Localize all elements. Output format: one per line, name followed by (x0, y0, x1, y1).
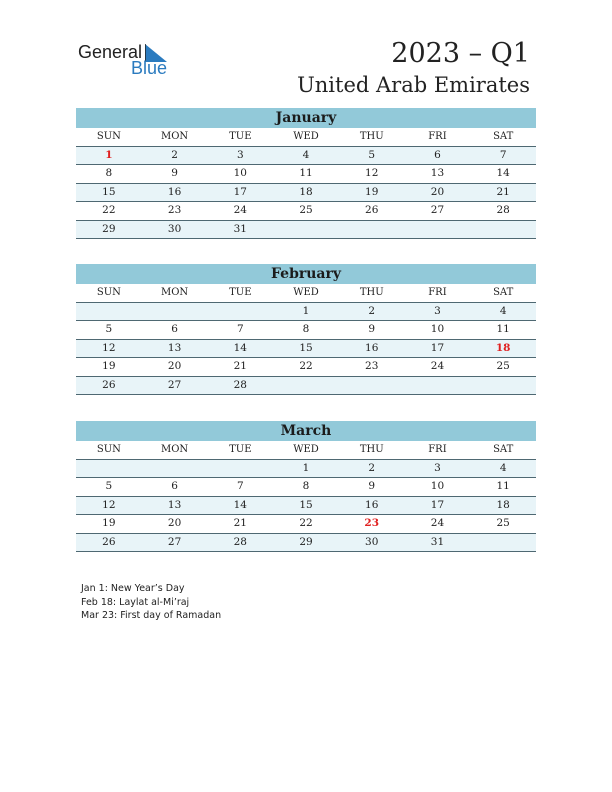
weekday-label: WED (293, 444, 319, 455)
day-cell: 24 (430, 517, 445, 529)
day-cell (273, 377, 339, 395)
week-row (76, 147, 536, 166)
generalblue-logo (78, 42, 178, 78)
day-cell: 22 (102, 204, 116, 216)
month-february (76, 264, 536, 395)
weekday-header-row (76, 284, 536, 303)
day-cell: 28 (496, 204, 510, 216)
day-cell: 26 (365, 204, 379, 216)
week-row (76, 184, 536, 203)
week-row (76, 165, 536, 184)
day-cell: 5 (105, 480, 113, 492)
day-cell: 24 (233, 204, 247, 216)
day-cell: 8 (302, 480, 310, 492)
day-cell: 8 (302, 323, 310, 335)
weekday-header-row (76, 128, 536, 147)
day-cell: 20 (430, 185, 445, 198)
holiday-day-cell: 23 (364, 517, 380, 529)
day-cell: 21 (233, 360, 247, 372)
day-cell: 4 (302, 148, 310, 161)
holiday-note: Mar 23: First day of Ramadan (81, 610, 222, 621)
day-cell: 30 (365, 535, 379, 548)
day-cell: 12 (365, 167, 379, 179)
day-cell: 7 (499, 148, 507, 161)
day-cell: 2 (171, 148, 178, 161)
logo-word-general: General (78, 42, 143, 62)
day-cell: 29 (102, 222, 116, 235)
day-cell: 11 (496, 323, 510, 335)
weekday-label: TUE (229, 287, 252, 298)
day-cell: 25 (299, 204, 313, 216)
day-cell: 9 (368, 323, 376, 335)
day-cell: 27 (430, 204, 445, 216)
day-cell: 22 (299, 360, 313, 372)
day-cell: 9 (368, 480, 376, 492)
day-cell: 16 (167, 185, 182, 198)
day-cell: 12 (102, 498, 116, 511)
day-cell: 27 (167, 535, 182, 548)
logo-word-blue: Blue (131, 58, 168, 78)
weekday-label: WED (293, 287, 319, 298)
day-cell: 6 (171, 480, 178, 492)
month-january (76, 108, 536, 239)
week-row (76, 460, 536, 479)
day-cell: 15 (102, 185, 116, 198)
page-title: 2023 – Q1 (391, 38, 530, 69)
day-cell: 24 (430, 360, 445, 372)
week-row (76, 340, 536, 359)
day-cell: 13 (167, 498, 182, 511)
day-cell: 19 (102, 360, 116, 372)
day-cell: 28 (233, 378, 247, 391)
weekday-label: MON (160, 131, 189, 142)
day-cell (142, 303, 208, 321)
day-cell: 17 (430, 341, 445, 354)
day-cell: 31 (233, 222, 247, 235)
weekday-label: MON (160, 444, 189, 455)
day-cell: 7 (236, 480, 244, 492)
week-row (76, 202, 536, 221)
day-cell (76, 303, 142, 321)
day-cell: 22 (299, 517, 313, 529)
day-cell: 3 (434, 304, 441, 317)
day-cell: 1 (302, 461, 310, 474)
month-name: January (76, 108, 536, 128)
holiday-day-cell: 18 (495, 341, 511, 354)
weekday-label: FRI (428, 287, 447, 298)
day-cell (339, 221, 405, 239)
weekday-header-row (76, 441, 536, 460)
day-cell: 20 (167, 360, 182, 372)
weekday-label: SUN (96, 131, 121, 142)
day-cell (76, 460, 142, 478)
day-cell: 1 (302, 304, 310, 317)
day-cell (273, 221, 339, 239)
month-march (76, 421, 536, 552)
weekday-label: WED (293, 131, 319, 142)
holiday-notes (81, 582, 221, 623)
day-cell: 12 (102, 341, 116, 354)
day-cell: 19 (102, 517, 116, 529)
weekday-label: SAT (493, 444, 514, 455)
week-row (76, 377, 536, 396)
day-cell: 20 (167, 517, 182, 529)
holiday-day-cell: 1 (105, 148, 113, 161)
day-cell: 11 (496, 480, 510, 492)
country-subtitle: United Arab Emirates (297, 73, 530, 97)
day-cell (405, 221, 471, 239)
day-cell (207, 303, 273, 321)
day-cell: 14 (233, 341, 247, 354)
week-row (76, 321, 536, 340)
day-cell: 27 (167, 378, 182, 391)
weekday-label: SUN (96, 444, 121, 455)
day-cell: 14 (496, 167, 510, 179)
day-cell: 10 (430, 480, 445, 492)
weekday-label: TUE (229, 444, 252, 455)
weekday-label: FRI (428, 444, 447, 455)
day-cell (339, 377, 405, 395)
day-cell: 26 (102, 535, 116, 548)
day-cell: 15 (299, 498, 313, 511)
week-row (76, 497, 536, 516)
day-cell: 25 (496, 360, 510, 372)
day-cell: 17 (430, 498, 445, 511)
day-cell: 28 (233, 535, 247, 548)
week-row (76, 478, 536, 497)
day-cell: 18 (299, 185, 313, 198)
day-cell: 2 (368, 304, 376, 317)
day-cell: 23 (365, 360, 379, 372)
day-cell: 13 (430, 167, 445, 179)
day-cell: 8 (105, 167, 113, 179)
month-name: March (76, 421, 536, 441)
holiday-note: Jan 1: New Year’s Day (81, 583, 185, 594)
week-row (76, 303, 536, 322)
day-cell: 6 (171, 323, 178, 335)
day-cell: 23 (167, 204, 182, 216)
weekday-label: THU (359, 287, 384, 298)
day-cell: 16 (365, 498, 379, 511)
month-name: February (76, 264, 536, 284)
holiday-note: Feb 18: Laylat al-Mi’raj (81, 596, 190, 608)
day-cell: 11 (299, 167, 313, 179)
day-cell: 6 (434, 148, 441, 161)
weekday-label: FRI (428, 131, 447, 142)
day-cell: 31 (430, 535, 445, 548)
day-cell: 13 (167, 341, 182, 354)
day-cell: 10 (430, 323, 445, 335)
day-cell: 14 (233, 498, 247, 511)
weekday-label: SAT (493, 131, 514, 142)
day-cell (470, 534, 536, 552)
day-cell: 3 (434, 461, 441, 474)
day-cell: 25 (496, 517, 510, 529)
weekday-label: THU (359, 444, 384, 455)
day-cell: 4 (499, 461, 507, 474)
day-cell: 2 (368, 461, 376, 474)
week-row (76, 515, 536, 534)
day-cell (405, 377, 471, 395)
day-cell: 21 (233, 517, 247, 529)
day-cell: 17 (233, 185, 247, 198)
day-cell: 3 (236, 148, 244, 161)
day-cell: 30 (167, 222, 182, 235)
day-cell: 9 (171, 167, 178, 179)
day-cell: 7 (236, 323, 244, 335)
day-cell: 29 (299, 535, 313, 548)
weekday-label: THU (359, 131, 384, 142)
day-cell: 21 (496, 185, 510, 198)
weekday-label: TUE (229, 131, 252, 142)
week-row (76, 358, 536, 377)
week-row (76, 534, 536, 553)
week-row (76, 221, 536, 240)
weekday-label: SUN (96, 287, 121, 298)
day-cell (142, 460, 208, 478)
day-cell (470, 377, 536, 395)
day-cell: 16 (365, 341, 379, 354)
day-cell: 15 (299, 341, 313, 354)
day-cell: 19 (365, 185, 379, 198)
weekday-label: SAT (493, 287, 514, 298)
day-cell: 18 (496, 498, 510, 511)
day-cell: 10 (233, 167, 247, 179)
day-cell (207, 460, 273, 478)
day-cell: 26 (102, 378, 116, 391)
day-cell: 5 (368, 148, 376, 161)
day-cell: 4 (499, 304, 507, 317)
day-cell: 5 (105, 323, 113, 335)
day-cell (470, 221, 536, 239)
weekday-label: MON (160, 287, 189, 298)
